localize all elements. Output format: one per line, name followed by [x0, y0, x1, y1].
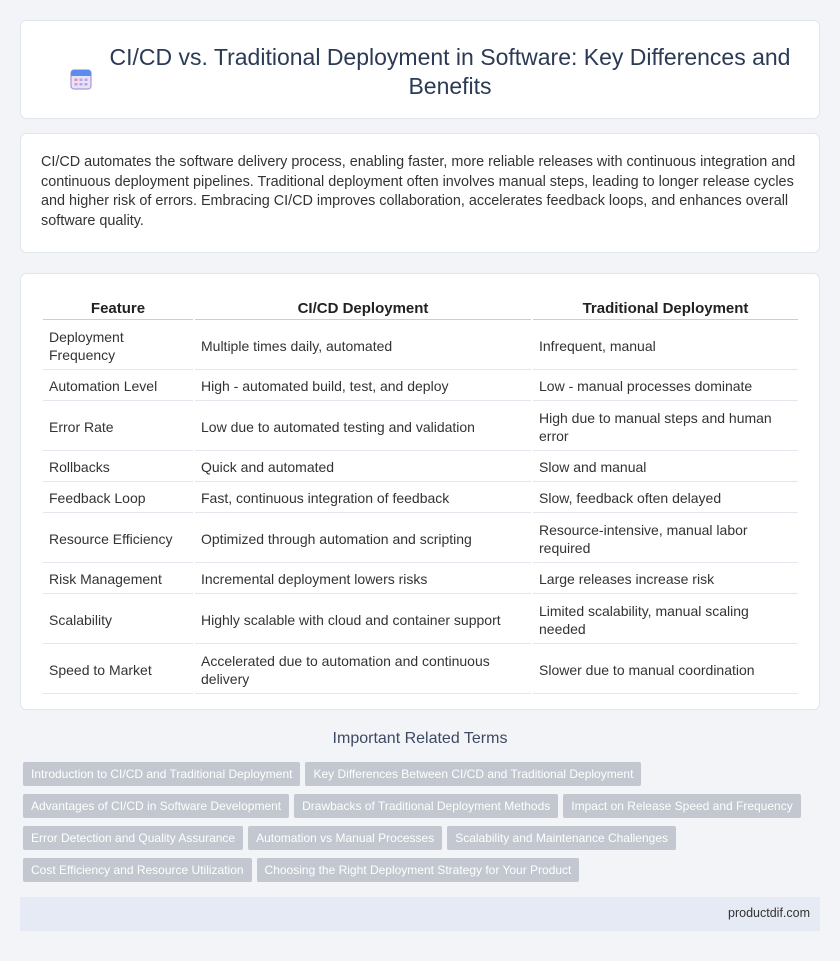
- calendar-icon: [69, 67, 93, 91]
- table-row: [43, 322, 798, 370]
- feature-cell: Feedback Loop: [43, 484, 193, 513]
- table-row: [43, 565, 798, 594]
- header-cicd: CI/CD Deployment: [195, 296, 531, 320]
- traditional-cell: High due to manual steps and human error: [533, 403, 798, 451]
- related-term-link[interactable]: Key Differences Between CI/CD and Traditional Deployment: [305, 762, 641, 786]
- related-terms-list: [23, 762, 823, 890]
- footer: [20, 897, 820, 931]
- feature-cell: Rollbacks: [43, 453, 193, 482]
- related-term-link[interactable]: Impact on Release Speed and Frequency: [563, 794, 800, 818]
- related-term-link[interactable]: Introduction to CI/CD and Traditional Deployment: [23, 762, 300, 786]
- feature-cell: Risk Management: [43, 565, 193, 594]
- related-term-link[interactable]: Cost Efficiency and Resource Utilization: [23, 858, 252, 882]
- cicd-cell: Low due to automated testing and validation: [195, 403, 531, 451]
- comparison-table: [41, 294, 800, 696]
- traditional-cell: Infrequent, manual: [533, 322, 798, 370]
- table-row: [43, 515, 798, 563]
- comparison-card: [20, 273, 820, 710]
- table-row: [43, 453, 798, 482]
- table-header-row: [43, 296, 798, 320]
- feature-cell: Speed to Market: [43, 646, 193, 694]
- cicd-cell: Accelerated due to automation and continuous delivery: [195, 646, 531, 694]
- table-row: [43, 403, 798, 451]
- related-term-link[interactable]: Automation vs Manual Processes: [248, 826, 442, 850]
- title-card: [20, 20, 820, 119]
- table-row: [43, 596, 798, 644]
- traditional-cell: Resource-intensive, manual labor required: [533, 515, 798, 563]
- feature-cell: Error Rate: [43, 403, 193, 451]
- table-row: [43, 484, 798, 513]
- page-title: CI/CD vs. Traditional Deployment in Software: Key Differences and Benefits: [109, 44, 791, 99]
- cicd-cell: Optimized through automation and scripting: [195, 515, 531, 563]
- intro-card: [20, 133, 820, 253]
- feature-cell: Automation Level: [43, 372, 193, 401]
- feature-cell: Resource Efficiency: [43, 515, 193, 563]
- traditional-cell: Slow, feedback often delayed: [533, 484, 798, 513]
- traditional-cell: Large releases increase risk: [533, 565, 798, 594]
- traditional-cell: Low - manual processes dominate: [533, 372, 798, 401]
- traditional-cell: Limited scalability, manual scaling needed: [533, 596, 798, 644]
- feature-cell: Scalability: [43, 596, 193, 644]
- traditional-cell: Slow and manual: [533, 453, 798, 482]
- cicd-cell: Incremental deployment lowers risks: [195, 565, 531, 594]
- feature-cell: Deployment Frequency: [43, 322, 193, 370]
- related-term-link[interactable]: Scalability and Maintenance Challenges: [447, 826, 676, 850]
- related-term-link[interactable]: Advantages of CI/CD in Software Development: [23, 794, 289, 818]
- header-feature: Feature: [43, 296, 193, 320]
- related-term-link[interactable]: Choosing the Right Deployment Strategy for Your Product: [257, 858, 580, 882]
- traditional-cell: Slower due to manual coordination: [533, 646, 798, 694]
- cicd-cell: Multiple times daily, automated: [195, 322, 531, 370]
- header-traditional: Traditional Deployment: [533, 296, 798, 320]
- table-row: [43, 646, 798, 694]
- site-name[interactable]: productdif.com: [728, 906, 810, 920]
- intro-paragraph: CI/CD automates the software delivery process, enabling faster, more reliable releases with continuous integration and continuous deployment pipelines. Traditional deployment often involves manual steps, leading to longer release cycles and higher risk of errors. Embracing CI/CD improves collaboration, accelerates feedback loops, and enhances overall software quality.: [41, 154, 796, 229]
- related-term-link[interactable]: Error Detection and Quality Assurance: [23, 826, 243, 850]
- cicd-cell: Fast, continuous integration of feedback: [195, 484, 531, 513]
- cicd-cell: High - automated build, test, and deploy: [195, 372, 531, 401]
- cicd-cell: Highly scalable with cloud and container support: [195, 596, 531, 644]
- related-terms-heading: Important Related Terms: [332, 730, 508, 747]
- cicd-cell: Quick and automated: [195, 453, 531, 482]
- related-term-link[interactable]: Drawbacks of Traditional Deployment Methods: [294, 794, 558, 818]
- table-row: [43, 372, 798, 401]
